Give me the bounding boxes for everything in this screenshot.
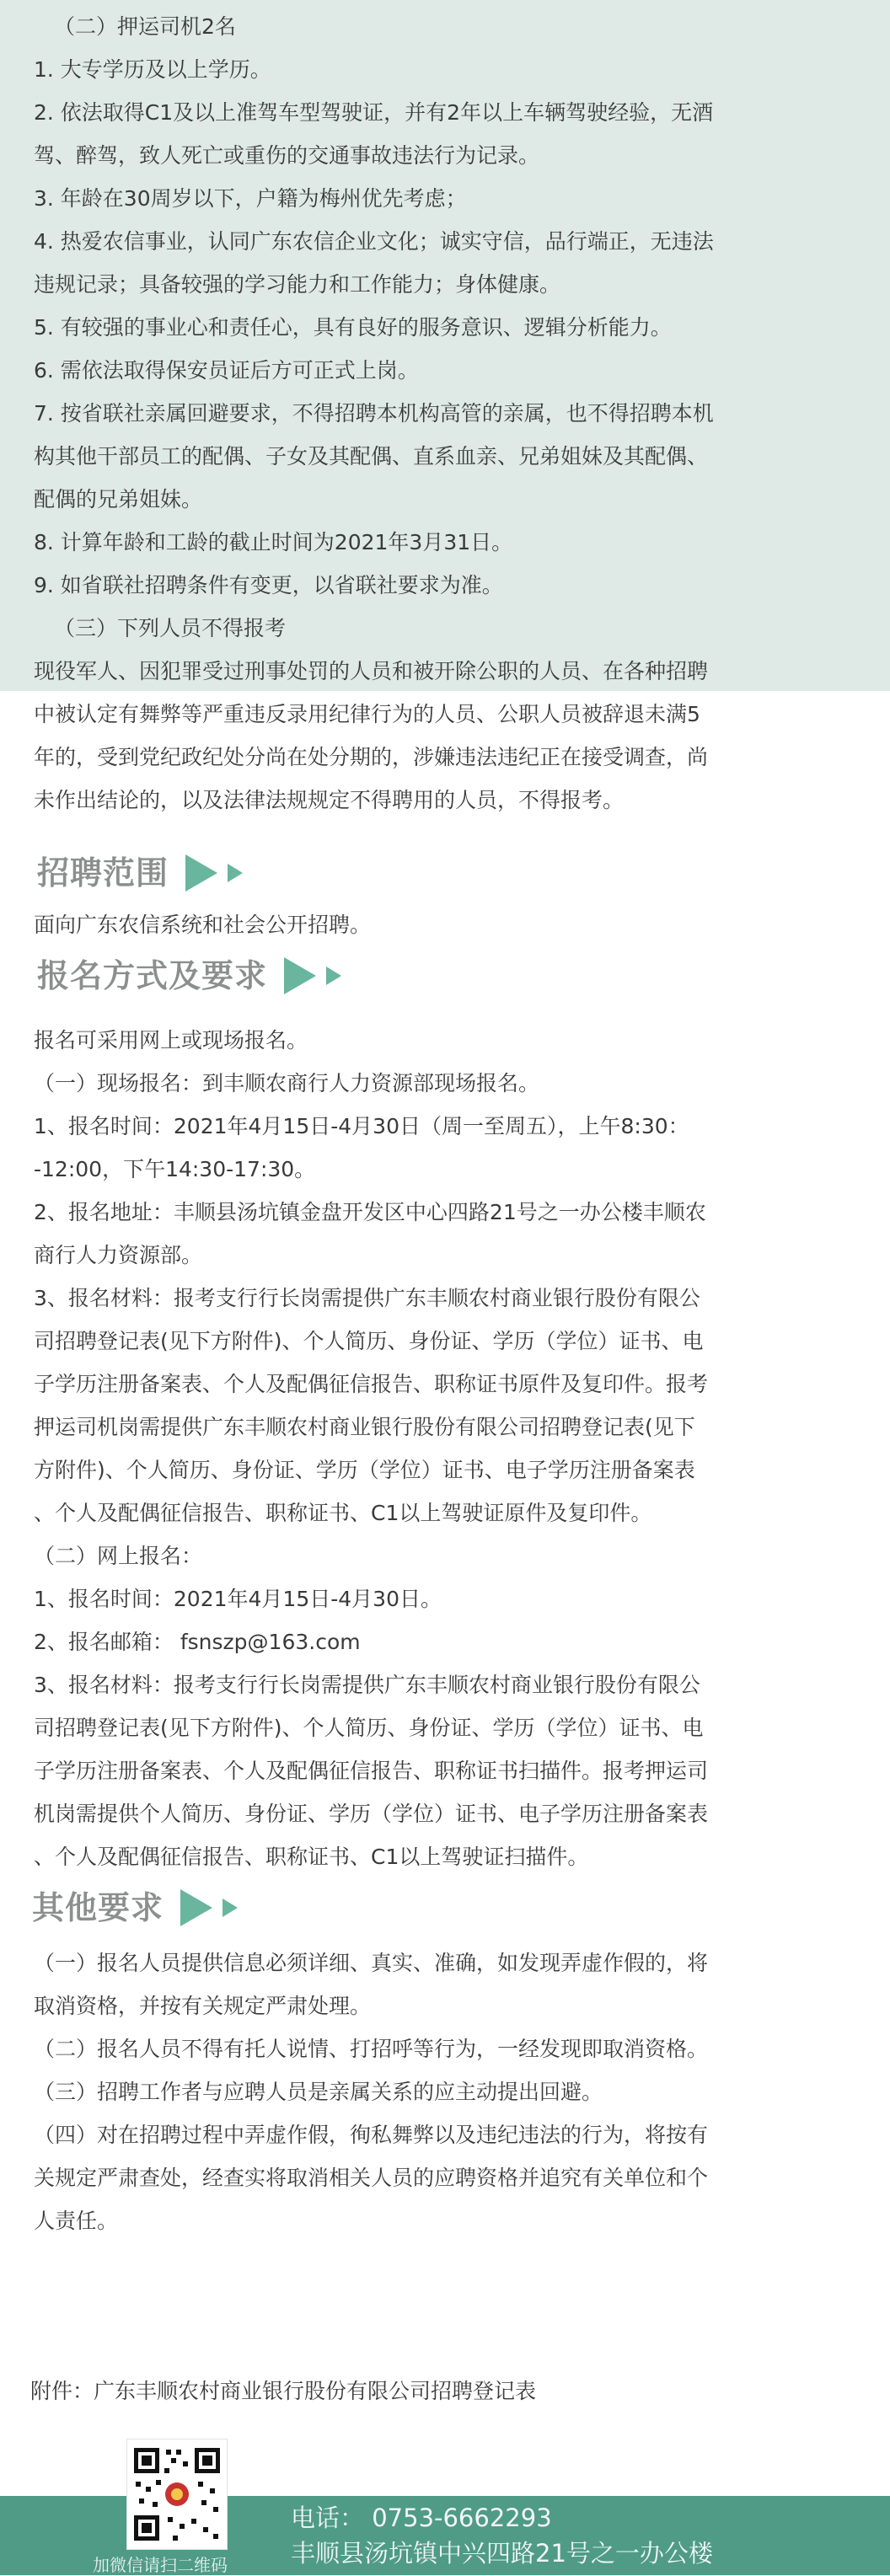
scope-heading: [0, 846, 890, 900]
qr-code: [126, 2439, 228, 2550]
registration-line: 子学历注册备案表、个人及配偶征信报告、职称证书原件及复印件。报考: [34, 1372, 709, 1396]
requirement-line: 7. 按省联社亲属回避要求，不得招聘本机构高管的亲属，也不得招聘本机: [34, 401, 714, 426]
other-line: （一）报名人员提供信息必须详细、真实、准确，如发现弄虚作假的，将: [34, 1951, 709, 1975]
requirement-line: 9. 如省联社招聘条件有变更，以省联社要求为准。: [34, 573, 503, 597]
registration-line: -12:00，下午14:30-17:30。: [34, 1157, 316, 1181]
scope-title: 招聘范围: [37, 854, 169, 892]
requirement-line: 驾、醉驾，致人死亡或重伤的交通事故违法行为记录。: [34, 143, 540, 168]
registration-line: 司招聘登记表(见下方附件)、个人简历、身份证、学历（学位）证书、电: [34, 1716, 704, 1740]
registration-line: 、个人及配偶征信报告、职称证书、C1以上驾驶证扫描件。: [34, 1845, 589, 1869]
other-heading: [0, 1881, 890, 1935]
other-line: 取消资格，并按有关规定严肃处理。: [34, 1994, 372, 2018]
arrow-icon: [180, 1889, 212, 1926]
arrow-icon: [185, 854, 217, 892]
registration-line: 机岗需提供个人简历、身份证、学历（学位）证书、电子学历注册备案表: [34, 1802, 709, 1826]
registration-text: [34, 1019, 877, 1878]
requirement-line: 构其他干部员工的配偶、子女及其配偶、直系血亲、兄弟姐妹及其配偶、: [34, 444, 709, 469]
requirement-line: 6. 需依法取得保安员证后方可正式上岗。: [34, 358, 419, 383]
registration-title: 报名方式及要求: [37, 957, 268, 994]
requirement-line: 违规记录；具备较强的学习能力和工作能力；身体健康。: [34, 272, 561, 297]
arrow-small-icon: [228, 864, 243, 882]
scope-section: [0, 846, 890, 900]
other-line: （二）报名人员不得有托人说情、打招呼等行为，一经发现即取消资格。: [34, 2037, 709, 2061]
requirement-line: 中被认定有舞弊等严重违反录用纪律行为的人员、公职人员被辞退未满5: [34, 702, 700, 726]
registration-line: （一）现场报名：到丰顺农商行人力资源部现场报名。: [34, 1071, 540, 1095]
registration-line: 3、报名材料：报考支行行长岗需提供广东丰顺农村商业银行股份有限公: [34, 1673, 700, 1697]
registration-email-line: 2、报名邮箱： fsnszp@163.com: [34, 1630, 361, 1654]
other-section: [0, 1881, 890, 1935]
requirement-line: 2. 依法取得C1及以上准驾车型驾驶证，并有2年以上车辆驾驶经验，无酒: [34, 100, 714, 125]
requirements-panel: [0, 0, 890, 812]
attachment: [30, 2370, 873, 2413]
scope-text: [34, 903, 877, 946]
subsection-heading-excluded: （三）下列人员不得报考: [54, 616, 287, 640]
arrow-icon: [284, 957, 316, 994]
requirement-line: 1. 大专学历及以上学历。: [34, 57, 271, 82]
registration-section: [0, 949, 890, 1003]
registration-line: 3、报名材料：报考支行行长岗需提供广东丰顺农村商业银行股份有限公: [34, 1286, 700, 1310]
other-line: 关规定严肃查处，经查实将取消相关人员的应聘资格并追究有关单位和个: [34, 2166, 709, 2190]
footer-phone: 电话： 0753-6662293: [291, 2504, 552, 2532]
registration-line: 子学历注册备案表、个人及配偶征信报告、职称证书扫描件。报考押运司: [34, 1759, 709, 1783]
registration-line: 1、报名时间：2021年4月15日-4月30日（周一至周五），上午8:30：: [34, 1114, 689, 1138]
registration-line: 1、报名时间：2021年4月15日-4月30日。: [34, 1587, 442, 1611]
arrow-small-icon: [326, 967, 341, 985]
registration-line: 方附件)、个人简历、身份证、学历（学位）证书、电子学历注册备案表: [34, 1458, 695, 1482]
requirement-line: 5. 有较强的事业心和责任心，具有良好的服务意识、逻辑分析能力。: [34, 315, 672, 340]
registration-line: 2、报名地址：丰顺县汤坑镇金盘开发区中心四路21号之一办公楼丰顺农: [34, 1200, 706, 1224]
other-title: 其他要求: [32, 1889, 164, 1926]
registration-line: 报名可采用网上或现场报名。: [34, 1028, 308, 1052]
requirement-line: 3. 年龄在30周岁以下，户籍为梅州优先考虑；: [34, 186, 467, 211]
requirement-line: 现役军人、因犯罪受过刑事处罚的人员和被开除公职的人员、在各种招聘: [34, 659, 709, 683]
requirement-line: 配偶的兄弟姐妹。: [34, 487, 203, 511]
attachment-line: 附件：广东丰顺农村商业银行股份有限公司招聘登记表: [30, 2379, 537, 2403]
registration-line: 、个人及配偶征信报告、职称证书、C1以上驾驶证原件及复印件。: [34, 1501, 652, 1525]
qr-caption: 加微信请扫二维码: [93, 2555, 228, 2575]
registration-line: （二）网上报名：: [34, 1544, 203, 1568]
other-text: [34, 1941, 877, 2242]
subsection-heading-driver: （二）押运司机2名: [54, 14, 236, 39]
registration-line: 司招聘登记表(见下方附件)、个人简历、身份证、学历（学位）证书、电: [34, 1329, 704, 1353]
requirements-text: [34, 5, 877, 822]
scope-line: 面向广东农信系统和社会公开招聘。: [34, 913, 372, 937]
requirement-line: 年的，受到党纪政纪处分尚在处分期的，涉嫌违法违纪正在接受调查，尚: [34, 745, 709, 769]
requirement-line: 8. 计算年龄和工龄的截止时间为2021年3月31日。: [34, 530, 513, 554]
requirement-line: 4. 热爱农信事业，认同广东农信企业文化；诚实守信，品行端正，无违法: [34, 229, 714, 254]
other-line: 人责任。: [34, 2209, 119, 2233]
registration-line: 押运司机岗需提供广东丰顺农村商业银行股份有限公司招聘登记表(见下: [34, 1415, 695, 1439]
other-line: （四）对在招聘过程中弄虚作假，徇私舞弊以及违纪违法的行为，将按有: [34, 2123, 709, 2147]
registration-heading: [0, 949, 890, 1003]
requirement-line: 未作出结论的，以及法律法规规定不得聘用的人员，不得报考。: [34, 788, 625, 812]
arrow-small-icon: [222, 1899, 238, 1917]
footer-address: 丰顺县汤坑镇中兴四路21号之一办公楼: [291, 2539, 713, 2568]
registration-line: 商行人力资源部。: [34, 1243, 203, 1267]
other-line: （三）招聘工作者与应聘人员是亲属关系的应主动提出回避。: [34, 2080, 603, 2104]
qr-code-icon: [127, 2439, 227, 2549]
